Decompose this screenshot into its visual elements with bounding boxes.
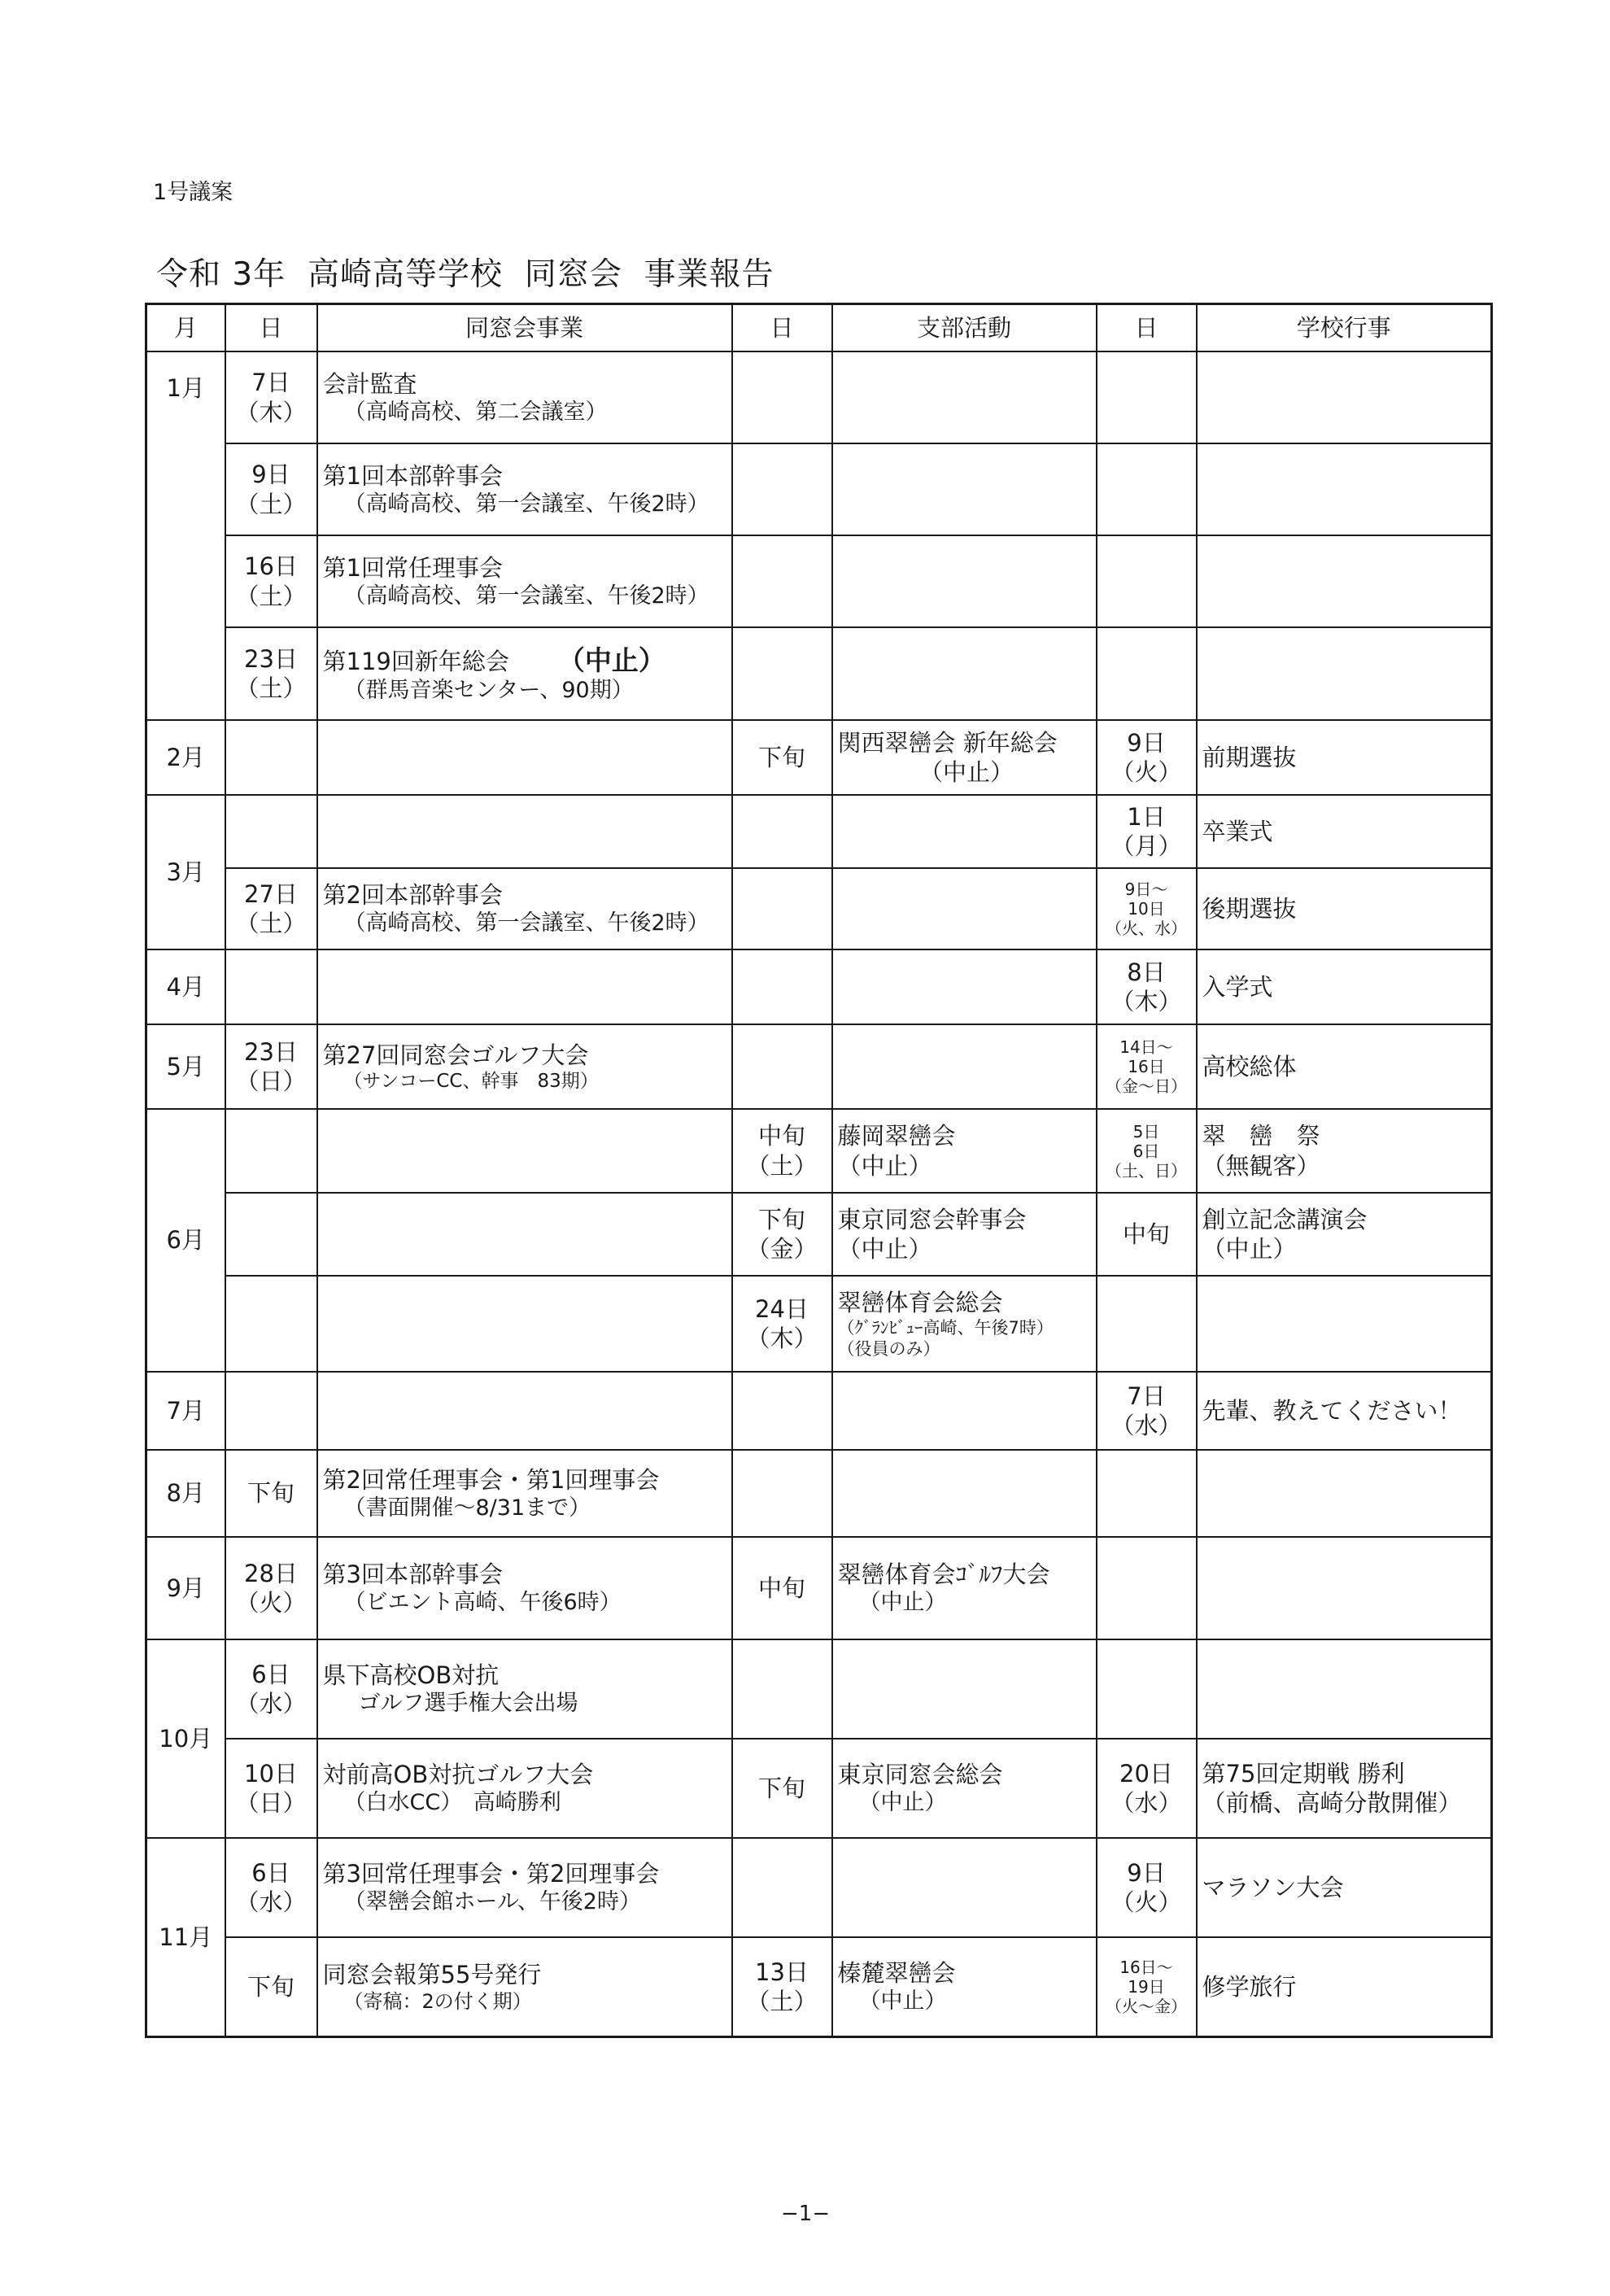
table-row — [146, 868, 1492, 949]
branch-day-cell: 中旬 — [732, 1537, 832, 1639]
branch-event: 東京同窓会幹事会 （中止） — [832, 1193, 1097, 1276]
school-day-cell: 8日 （木） — [1097, 949, 1197, 1024]
table-row — [146, 1372, 1492, 1450]
month-cell: 10月 — [146, 1639, 225, 1838]
branch-day-cell: 24日 （木） — [732, 1276, 832, 1372]
page-number: −1− — [781, 2202, 831, 2226]
branch-day-cell: 下旬 — [732, 720, 832, 795]
school-day-cell: 1日 （月） — [1097, 795, 1197, 868]
table-row — [146, 1739, 1492, 1838]
table-row — [146, 1276, 1492, 1372]
day-cell: 6日 （水） — [225, 1639, 317, 1739]
school-day-cell: 14日～ 16日 （金～日） — [1097, 1024, 1197, 1109]
school-day-cell: 9日 （火） — [1097, 1838, 1197, 1937]
school-event: 前期選抜 — [1197, 720, 1492, 795]
month-cell: 4月 — [146, 949, 225, 1024]
branch-event: 東京同窓会総会 （中止） — [832, 1739, 1097, 1838]
month-cell: 9月 — [146, 1537, 225, 1639]
school-event: 翠 巒 祭 （無観客） — [1197, 1109, 1492, 1193]
table-row — [146, 1537, 1492, 1639]
table-header-row — [146, 304, 1492, 352]
alumni-event: 第27回同窓会ゴルフ大会 （サンコーCC、幹事 83期） — [317, 1024, 732, 1109]
month-cell: 8月 — [146, 1450, 225, 1537]
branch-day-cell: 中旬 （土） — [732, 1109, 832, 1193]
col-day-header: 日 — [225, 304, 317, 352]
branch-event: 翠巒体育会ｺﾞﾙﾌ大会 （中止） — [832, 1537, 1097, 1639]
alumni-event: 第1回本部幹事会 （高崎高校、第一会議室、午後2時） — [317, 443, 732, 535]
month-cell: 5月 — [146, 1024, 225, 1109]
school-event: マラソン大会 — [1197, 1838, 1492, 1937]
branch-event: 榛麓翠巒会 （中止） — [832, 1937, 1097, 2036]
day-cell: 9日 （土） — [225, 443, 317, 535]
day-cell: 23日 （日） — [225, 1024, 317, 1109]
col-school-day-header: 日 — [1097, 304, 1197, 352]
table-row — [146, 443, 1492, 535]
day-cell: 下旬 — [225, 1450, 317, 1537]
col-alumni-header: 同窓会事業 — [317, 304, 732, 352]
month-cell: 11月 — [146, 1838, 225, 2036]
table-row — [146, 351, 1492, 443]
school-day-cell: 5日 6日 （土、日） — [1097, 1109, 1197, 1193]
alumni-event: 同窓会報第55号発行 （寄稿：2の付く期） — [317, 1937, 732, 2036]
table-row — [146, 1838, 1492, 1937]
day-cell: 6日 （水） — [225, 1838, 317, 1937]
table-row — [146, 795, 1492, 868]
table-row — [146, 1193, 1492, 1276]
school-event: 修学旅行 — [1197, 1937, 1492, 2036]
school-event: 高校総体 — [1197, 1024, 1492, 1109]
col-month-header: 月 — [146, 304, 225, 352]
month-cell: 2月 — [146, 720, 225, 795]
day-cell: 下旬 — [225, 1937, 317, 2036]
col-branch-day-header: 日 — [732, 304, 832, 352]
alumni-event: 対前高OB対抗ゴルフ大会 （白水CC） 高崎勝利 — [317, 1739, 732, 1838]
table-row — [146, 1639, 1492, 1739]
alumni-event: 第2回本部幹事会 （高崎高校、第一会議室、午後2時） — [317, 868, 732, 949]
school-day-cell: 中旬 — [1097, 1193, 1197, 1276]
school-day-cell: 20日 （水） — [1097, 1739, 1197, 1838]
school-event: 創立記念講演会 （中止） — [1197, 1193, 1492, 1276]
month-cell: 1月 — [146, 351, 225, 720]
table-row — [146, 1109, 1492, 1193]
school-event: 入学式 — [1197, 949, 1492, 1024]
school-day-cell: 16日～ 19日 （火～金） — [1097, 1937, 1197, 2036]
school-event: 先輩、教えてください！ — [1197, 1372, 1492, 1450]
branch-event: 翠巒体育会総会 （ｸﾞﾗﾝﾋﾞｭｰ高崎、午後7時） （役員のみ） — [832, 1276, 1097, 1372]
alumni-event: 会計監査 （高崎高校、第二会議室） — [317, 351, 732, 443]
month-cell: 7月 — [146, 1372, 225, 1450]
school-day-cell: 7日 （水） — [1097, 1372, 1197, 1450]
school-event: 卒業式 — [1197, 795, 1492, 868]
branch-day-cell: 13日 （土） — [732, 1937, 832, 2036]
report-table — [145, 303, 1493, 2038]
school-event: 後期選抜 — [1197, 868, 1492, 949]
agenda-number: 1号議案 — [153, 180, 233, 205]
table-row — [146, 1024, 1492, 1109]
alumni-event: 第3回常任理事会・第2回理事会 （翠巒会館ホール、午後2時） — [317, 1838, 732, 1937]
col-branch-header: 支部活動 — [832, 304, 1097, 352]
day-cell: 23日 （土） — [225, 627, 317, 720]
month-cell: 6月 — [146, 1109, 225, 1372]
table-row — [146, 535, 1492, 627]
school-day-cell: 9日～ 10日 （火、水） — [1097, 868, 1197, 949]
school-event: 第75回定期戦 勝利 （前橋、高崎分散開催） — [1197, 1739, 1492, 1838]
month-cell: 3月 — [146, 795, 225, 949]
page-title: 令和 3年 高崎高等学校 同窓会 事業報告 — [156, 256, 774, 293]
alumni-event: 第3回本部幹事会 （ビエント高崎、午後6時） — [317, 1537, 732, 1639]
col-school-header: 学校行事 — [1197, 304, 1492, 352]
day-cell: 7日 （木） — [225, 351, 317, 443]
table-row — [146, 1450, 1492, 1537]
branch-day-cell: 下旬 （金） — [732, 1193, 832, 1276]
alumni-event: 第2回常任理事会・第1回理事会 （書面開催～8/31まで） — [317, 1450, 732, 1537]
school-day-cell: 9日 （火） — [1097, 720, 1197, 795]
day-cell: 10日 （日） — [225, 1739, 317, 1838]
branch-event: 藤岡翠巒会 （中止） — [832, 1109, 1097, 1193]
alumni-event: 第119回新年総会 （中止） （群馬音楽センター、90期） — [317, 627, 732, 720]
branch-day-cell: 下旬 — [732, 1739, 832, 1838]
day-cell: 28日 （火） — [225, 1537, 317, 1639]
table-row — [146, 1937, 1492, 2036]
day-cell: 16日 （土） — [225, 535, 317, 627]
cancelled-label: （中止） — [557, 644, 665, 676]
branch-event: 関西翠巒会 新年総会 （中止） — [832, 720, 1097, 795]
table-row — [146, 627, 1492, 720]
alumni-event: 第1回常任理事会 （高崎高校、第一会議室、午後2時） — [317, 535, 732, 627]
day-cell: 27日 （土） — [225, 868, 317, 949]
table-row — [146, 949, 1492, 1024]
table-row — [146, 720, 1492, 795]
alumni-event: 県下高校OB対抗 ゴルフ選手権大会出場 — [317, 1639, 732, 1739]
